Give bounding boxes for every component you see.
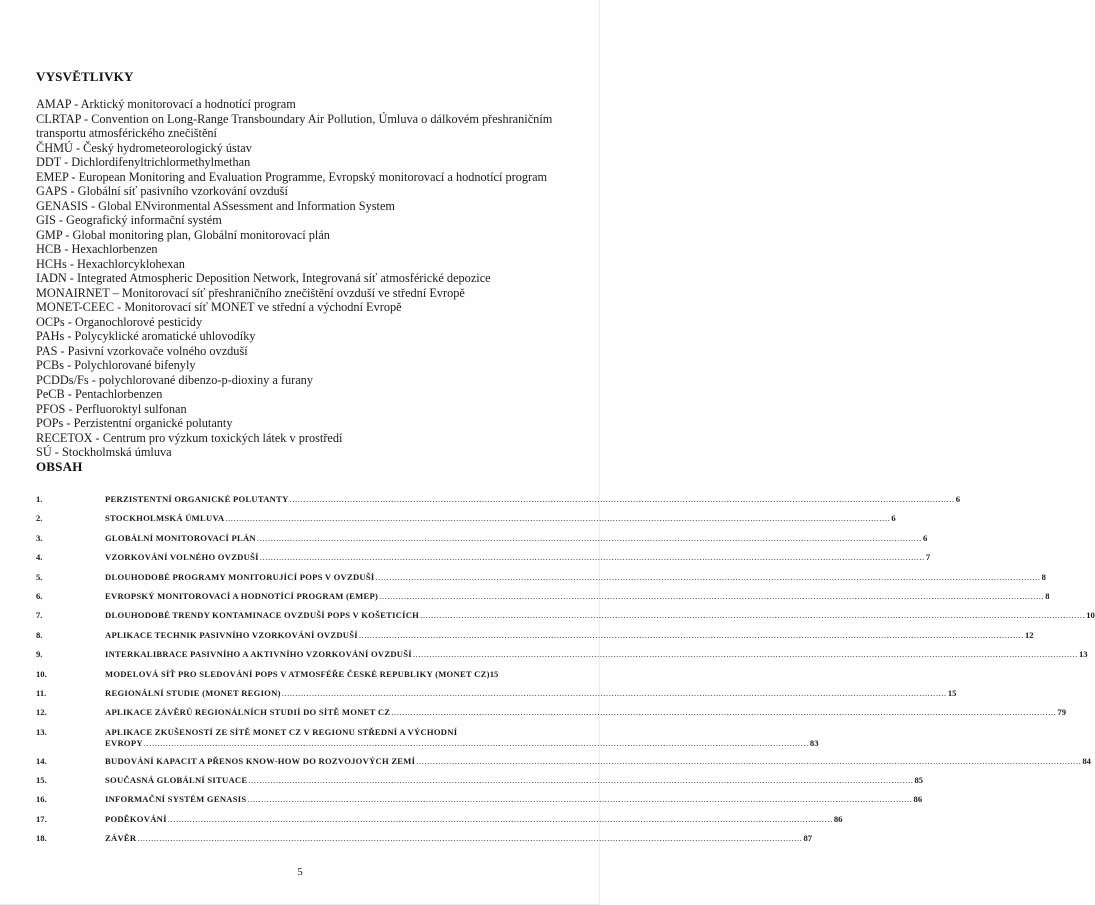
- toc-dot-leader: [413, 649, 1078, 660]
- toc-entry-page: 15: [489, 668, 499, 679]
- toc-entry-title[interactable]: INFORMAČNÍ SYSTÉM GENASIS: [105, 794, 247, 805]
- toc-entry-page: 6: [955, 494, 960, 504]
- toc-entry-number: 15.: [36, 775, 47, 786]
- toc-dot-leader: [282, 688, 947, 699]
- glossary-item: PCDDs/Fs - polychlorované dibenzo-p-dioxiny a furany: [36, 372, 313, 387]
- toc-entry-number: 13.: [36, 726, 47, 737]
- toc-entry-page: 10: [1086, 610, 1095, 621]
- toc-dot-leader: [168, 814, 833, 825]
- toc-dot-leader: [137, 833, 802, 844]
- toc-entry-number: 2.: [36, 513, 43, 524]
- toc-entry-page: 87: [803, 833, 813, 844]
- toc-entry-title[interactable]: PODĚKOVÁNÍ: [105, 813, 167, 824]
- toc-entry-number: 14.: [36, 755, 47, 766]
- toc-entry-number: 6.: [36, 590, 43, 601]
- toc-dot-leader: [260, 552, 925, 563]
- toc-entry-page: 8: [1045, 590, 1050, 601]
- toc-entry-number: 1.: [36, 494, 43, 504]
- toc-entry-title[interactable]: APLIKACE ZKUŠENOSTÍ ZE SÍTĚ MONET CZ V REGIONU STŘEDNÍ A VÝCHODNÍ: [105, 726, 458, 737]
- toc-entry-title[interactable]: APLIKACE ZÁVĚRŮ REGIONÁLNÍCH STUDIÍ DO SÍTĚ MONET CZ: [105, 707, 391, 718]
- glossary-list: [36, 97, 566, 460]
- toc-entry-page: 83: [809, 737, 819, 748]
- toc-dot-leader: [225, 513, 890, 524]
- toc-entry-number: 11.: [36, 687, 47, 698]
- toc-entry-title[interactable]: SOUČASNÁ GLOBÁLNÍ SITUACE: [105, 775, 248, 786]
- toc-entry-number: 9.: [36, 649, 43, 660]
- toc-entry-title[interactable]: VZORKOVÁNÍ VOLNÉHO OVZDUŠÍ: [105, 552, 259, 563]
- toc-entry-number: 18.: [36, 833, 47, 844]
- toc-entry-number: 8.: [36, 629, 43, 640]
- glossary-item: GAPS - Globální síť pasivního vzorkování ovzduší: [36, 184, 288, 198]
- toc-dot-leader: [376, 572, 1041, 583]
- toc-dot-leader: [144, 738, 809, 749]
- toc-entry-page: 84: [1082, 755, 1091, 766]
- toc-dot-leader: [248, 775, 913, 786]
- toc-entry[interactable]: [36, 571, 1046, 583]
- toc-entry-number: 12.: [36, 707, 47, 718]
- toc-entry[interactable]: [36, 532, 928, 544]
- glossary-item: POPs - Perzistentní organické polutanty: [36, 416, 233, 430]
- toc-entry-title[interactable]: INTERKALIBRACE PASIVNÍHO A AKTIVNÍHO VZORKOVÁNÍ OVZDUŠÍ: [105, 649, 412, 660]
- page-number: 5: [297, 866, 303, 878]
- glossary-item: GIS - Geografický informační systém: [36, 213, 222, 227]
- toc-dot-leader: [359, 630, 1024, 641]
- glossary-heading: VYSVĚTLIVKY: [36, 69, 134, 84]
- toc-entry-title[interactable]: DLOUHODOBÉ PROGRAMY MONITORUJÍCÍ POPS V OVZDUŠÍ: [105, 571, 375, 582]
- toc-entry-title[interactable]: GLOBÁLNÍ MONITOROVACÍ PLÁN: [105, 532, 256, 543]
- glossary-item: AMAP - Arktický monitorovací a hodnotící program: [36, 97, 296, 111]
- toc-entry[interactable]: [36, 833, 813, 844]
- toc-entry-page: 86: [833, 813, 843, 824]
- toc-entry-page: 13: [1079, 649, 1088, 660]
- toc-entry-number: 4.: [36, 552, 43, 563]
- toc-entry[interactable]: [36, 707, 1066, 718]
- toc-entry-title[interactable]: STOCKHOLMSKÁ ÚMLUVA: [105, 513, 225, 524]
- toc-entry[interactable]: [36, 669, 550, 680]
- toc-entry-page: 79: [1057, 707, 1066, 718]
- toc-dot-leader: [257, 533, 922, 544]
- glossary-item: PeCB - Pentachlorbenzen: [36, 387, 163, 401]
- toc-entry-page: 15: [947, 687, 957, 698]
- toc-entry-title[interactable]: APLIKACE TECHNIK PASIVNÍHO VZORKOVÁNÍ OVZDUŠÍ: [105, 629, 358, 640]
- glossary-item: EMEP - European Monitoring and Evaluation Programme, Evropský monitorovací a hodnotící program: [36, 169, 548, 184]
- toc-entry-page: 85: [914, 775, 924, 786]
- toc-entry-page: 7: [925, 552, 931, 563]
- toc-heading: OBSAH: [36, 459, 83, 474]
- glossary-item: PFOS - Perfluoroktyl sulfonan: [36, 401, 187, 416]
- toc-dot-leader: [379, 591, 1044, 602]
- glossary-item: GENASIS - Global ENvironmental ASsessment and Information System: [36, 198, 395, 213]
- toc-entry[interactable]: [36, 726, 819, 749]
- toc-entry[interactable]: [36, 755, 1091, 767]
- toc-entry[interactable]: [36, 813, 843, 825]
- glossary-item: GMP - Global monitoring plan, Globální monitorovací plán: [36, 227, 330, 242]
- toc-dot-leader: [420, 610, 1085, 621]
- toc-dot-leader: [416, 756, 1081, 767]
- toc-entry-page: 12: [1025, 629, 1034, 640]
- toc-entry[interactable]: [36, 687, 957, 699]
- toc-entry[interactable]: [36, 590, 1050, 602]
- toc-entry-title-continued[interactable]: EVROPY: [105, 737, 143, 748]
- glossary-item: PCBs - Polychlorované bifenyly: [36, 358, 196, 372]
- toc-entry-page: 6: [923, 532, 928, 543]
- toc-entry-number: 3.: [36, 532, 43, 543]
- glossary-item: RECETOX - Centrum pro výzkum toxických látek v prostředí: [36, 430, 343, 445]
- toc-entry-title[interactable]: EVROPSKÝ MONITOROVACÍ A HODNOTÍCÍ PROGRAM (EMEP): [105, 590, 379, 601]
- toc-dot-leader: [391, 707, 1056, 718]
- toc-entry-title[interactable]: DLOUHODOBÉ TRENDY KONTAMINACE OVZDUŠÍ POPS V KOŠETICÍCH: [105, 610, 420, 621]
- toc-entry-page: 86: [913, 794, 923, 805]
- toc-entry[interactable]: [36, 513, 896, 524]
- glossary-item: CLRTAP - Convention on Long-Range Transboundary Air Pollution, Úmluva o dálkovém přeshraničním transportu atmosférického znečištění: [36, 111, 553, 140]
- toc-entry[interactable]: [36, 610, 1095, 621]
- toc-entry-title[interactable]: BUDOVÁNÍ KAPACIT A PŘENOS KNOW-HOW DO ROZVOJOVÝCH ZEMÍ: [105, 755, 416, 766]
- toc-entry-number: 7.: [36, 610, 43, 621]
- toc-entry-number: 10.: [36, 668, 47, 679]
- toc-entry-number: 17.: [36, 813, 47, 824]
- toc-dot-leader: [290, 494, 955, 505]
- toc-entry[interactable]: [36, 794, 923, 805]
- glossary-item: OCPs - Organochlorové pesticidy: [36, 314, 203, 329]
- glossary-item: PAHs - Polycyklické aromatické uhlovodíky: [36, 329, 256, 343]
- toc-entry-number: 5.: [36, 571, 43, 582]
- glossary-item: IADN - Integrated Atmospheric Deposition Network, Integrovaná síť atmosférické depozice: [36, 271, 491, 285]
- toc-entry-title[interactable]: REGIONÁLNÍ STUDIE (MONET REGION): [105, 687, 281, 698]
- glossary-item: PAS - Pasivní vzorkovače volného ovzduší: [36, 343, 248, 358]
- toc-dot-leader: [247, 794, 912, 805]
- toc-entry[interactable]: [36, 629, 1034, 641]
- toc-entry-title[interactable]: PERZISTENTNÍ ORGANICKÉ POLUTANTY: [105, 494, 289, 504]
- glossary-item: DDT - Dichlordifenyltrichlormethylmethan: [36, 155, 251, 169]
- glossary-item: HCHs - Hexachlorcyklohexan: [36, 256, 185, 271]
- toc-entry[interactable]: [36, 494, 960, 505]
- table-of-contents: [36, 494, 1095, 853]
- toc-entry-page: 6: [891, 513, 896, 524]
- toc-entry[interactable]: [36, 649, 1088, 660]
- glossary-item: SÚ - Stockholmská úmluva: [36, 445, 172, 459]
- glossary-item: ČHMÚ - Český hydrometeorologický ústav: [36, 140, 252, 155]
- toc-entry[interactable]: [36, 552, 931, 563]
- toc-entry-number: 16.: [36, 794, 47, 805]
- glossary-item: MONET-CEEC - Monitorovací síť MONET ve střední a východní Evropě: [36, 300, 402, 314]
- toc-entry-page: 8: [1041, 571, 1046, 582]
- toc-entry-title[interactable]: MODELOVÁ SÍŤ PRO SLEDOVÁNÍ POPS V ATMOSFÉŘE ČESKÉ REPUBLIKY (MONET CZ): [105, 668, 490, 679]
- glossary-item: HCB - Hexachlorbenzen: [36, 242, 158, 256]
- toc-entry-title[interactable]: ZÁVĚR: [105, 833, 137, 844]
- toc-entry[interactable]: [36, 775, 924, 786]
- glossary-item: MONAIRNET – Monitorovací síť přeshraničního znečištění ovzduší ve střední Evropě: [36, 285, 465, 300]
